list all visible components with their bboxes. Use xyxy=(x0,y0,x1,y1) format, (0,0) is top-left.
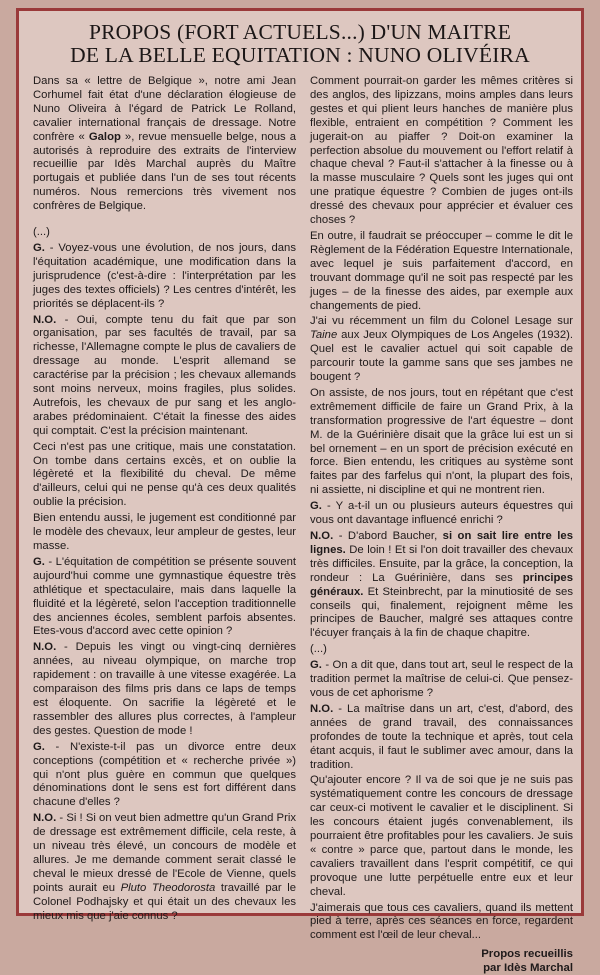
galop-name: Galop xyxy=(88,130,121,143)
title-line-1: PROPOS (FORT ACTUELS...) D'UN MAITRE xyxy=(88,20,512,44)
signature-line-2: par Idès Marchal xyxy=(483,962,573,975)
answer-paragraph: On assiste, de nos jours, tout en répétant que c'est extrêmement difficile de faire un Grand Prix, à la transformation progressive de l'art équestre – dont M. de la Guérinière disait que la grâce lui est un si bel ornement – en un sport de précision exécuté en force. Bien entendu, les critiques au système sont faites par des farfelus qui n'ont, la plupart des fois, ni assiette, ni discipline et qui ne montrent rien. xyxy=(310,386,573,497)
question-paragraph: G. - On a dit que, dans tout art, seul le respect de la tradition permet la maîtrise de celui-ci. Que pensez-vous de cet aphorisme ? xyxy=(310,659,573,699)
question-paragraph: G. - N'existe-t-il pas un divorce entre deux conceptions (compétition et « recherche privée ») qui n'ont plus guère en commun que quelques dénominations dont le sens est fort différent dans chacune d'elles ? xyxy=(33,740,296,809)
answer-paragraph: Qu'ajouter encore ? Il va de soi que je ne suis pas systématiquement contre les concours de dressage car ceux-ci motivent le cavalier et le disciplinent. Si les concours étaient jugés convenablement, ils pourraient être profitables pour les cavaliers. Je suis « contre » parce que, partout dans le monde, les cavaliers travaillent dans l'esprit compétitif, ce qui provoque une lutte perpétuelle entre eux et leur cheval. xyxy=(310,774,573,898)
speaker-label: N.O. xyxy=(33,812,57,825)
article-columns xyxy=(33,75,573,975)
left-column xyxy=(33,75,296,922)
answer-paragraph: N.O. - Oui, compte tenu du fait que par son organisation, par ses facultés de travail, par sa richesse, l'Allemagne compte le plus de cavaliers de dressage au monde. L'esprit allemand se caractérise par la précision ; les chevaux allemands sont moins nerveux, moins fragiles, plus solides. Autrefois, les chevaux de pur sang et les anglo-arabes prédominaient. C'était la finesse des aides qui comptait. C'est la précision maintenant. xyxy=(33,313,296,437)
title-line-2: DE LA BELLE EQUITATION : NUNO OLIVÉIRA xyxy=(70,43,530,67)
ellipsis: (...) xyxy=(310,643,327,656)
answer-paragraph: En outre, il faudrait se préoccuper – comme le dit le Règlement de la Fédération Equestre Internationale, avec lequel je suis parfaitement d'accord, en trouvant dommage qu'il ne soit pas respecté par les juges – de la finesse des aides, par exemple aux changements de pied. xyxy=(310,229,573,312)
signature xyxy=(310,947,573,975)
speaker-label: G. xyxy=(310,659,322,672)
signature-line-1: Propos recueillis xyxy=(481,948,573,961)
speaker-label: N.O. xyxy=(310,702,334,715)
question-paragraph: G. - L'équitation de compétition se présente souvent aujourd'hui comme une gymnastique équestre très athlétique et spectaculaire, mais dans laquelle la fluidité et la légèreté, selon l'acception traditionnelle des anciennes écoles, semblent parfois absentes. Etes-vous d'accord avec cette opinion ? xyxy=(33,555,296,638)
ellipsis: (...) xyxy=(33,226,50,239)
speaker-label: G. xyxy=(33,241,45,254)
article-title xyxy=(25,21,575,67)
right-column xyxy=(310,75,573,975)
answer-paragraph: J'ai vu récemment un film du Colonel Lesage sur Taine aux Jeux Olympiques de Los Angeles (1932). Quel est le cavalier actuel qui soit capable de parcourir toute la gamme sans que ses jambes ne bougent ? xyxy=(310,315,573,384)
speaker-label: G. xyxy=(310,500,322,513)
speaker-label: N.O. xyxy=(310,530,334,542)
answer-paragraph: N.O. - D'abord Baucher, si on sait lire entre les lignes. De loin ! Et si l'on doit travailler des chevaux très difficiles. Ensuite, par la grâce, la conception, la rondeur : La Guérinière, dans ses principes généraux. Et Steinbrecht, par la minutiosité de ses conseils qui, finalement, rejoignent même les principes de Baucher, malgré ses attaques contre l'écuyer français à la fin de chaque chapitre. xyxy=(310,530,573,640)
answer-paragraph: N.O. - Depuis les vingt ou vingt-cinq dernières années, au niveau olympique, on marche trop rapidement : on travaille à une vitesse exagérée. La comparaison des films pris dans ce laps de temps est éloquente. On sacrifie la légèreté et le rassembler des allures plus correctes, à l'ampleur des gestes. Question de mode ! xyxy=(33,641,296,737)
question-paragraph: G. - Voyez-vous une évolution, de nos jours, dans l'équitation académique, une modification dans la jurisprudence (c'est-à-dire : l'interprétation par les juges des textes officiels) ? Les centres d'intérêt, les priorités se déplacent-ils ? xyxy=(33,241,296,310)
horse-name: Pluto Theodorosta xyxy=(120,881,216,894)
answer-paragraph: Comment pourrait-on garder les mêmes critères si des anglos, des lipizzans, moins amples dans leurs gestes et qui plient leurs hanches de manière plus flexible, entraient en compétition ? Comment les jugerait-on au piaffer ? Doit-on examiner la perfection absolue du mouvement ou l'effort relatif à chaque cheval ? Faut-il s'attacher à la finesse ou à la masse musculaire ? Quels sont les juges qui ont une pratique équestre ? Combien de juges ont-ils dressé des chevaux pour apprécier et évaluer ces choses ? xyxy=(310,75,573,227)
article-page xyxy=(16,8,584,975)
answer-paragraph: N.O. - La maîtrise dans un art, c'est, d'abord, des années de grand travail, des connaissances profondes de toute la technique et après, tout cela étant acquis, il faut le sublimer avec amour, dans la tradition. xyxy=(310,702,573,771)
speaker-label: N.O. xyxy=(33,641,57,654)
speaker-label: G. xyxy=(33,555,45,568)
answer-paragraph: J'aimerais que tous ces cavaliers, quand ils mettent pied à terre, après ces séances en force, regardent comment est l'œil de leur cheval... xyxy=(310,901,573,942)
speaker-label: G. xyxy=(33,740,45,753)
answer-paragraph: N.O. - Si ! Si on veut bien admettre qu'un Grand Prix de dressage est extrêmement difficile, cela reste, à un niveau très élevé, un concours de modèle et allures. Je me demande comment serait classé le cheval le mieux dressé de l'Ecole de Vienne, quels points aurait eu Pluto Theodorosta travaillé par le Colonel Podhajsky et qui était un des chevaux les mieux mis que j'aie connus ? xyxy=(33,812,296,922)
horse-name: Taine xyxy=(310,329,338,342)
answer-paragraph: Ceci n'est pas une critique, mais une constatation. On tombe dans certains excès, et on oublie la légèreté et la flexibilité du cheval. De même d'ailleurs, celui qui ne pense qu'à ces deux qualités oublie la précision. xyxy=(33,440,296,509)
question-paragraph: G. - Y a-t-il un ou plusieurs auteurs équestres qui vous ont davantage influencé enrichi ? xyxy=(310,500,573,527)
answer-paragraph: Bien entendu aussi, le jugement est conditionné par le modèle des chevaux, leur ampleur de gestes, leur masse. xyxy=(33,512,296,552)
speaker-label: N.O. xyxy=(33,313,57,326)
intro-paragraph: Dans sa « lettre de Belgique », notre ami Jean Corhumel fait état d'une déclaration élogieuse de Nuno Oliveira à l'égard de Patrick Le Rolland, cavalier international français de dressage. Notre confrère « Galop », revue mensuelle belge, nous a autorisés à reproduire des extraits de l'interview recueillie par Idès Marchal auprès du Maître portugais et publiée dans l'un de ses tout récents numéros. Nous remercions très vivement nos confrères de Belgique. xyxy=(33,75,296,213)
